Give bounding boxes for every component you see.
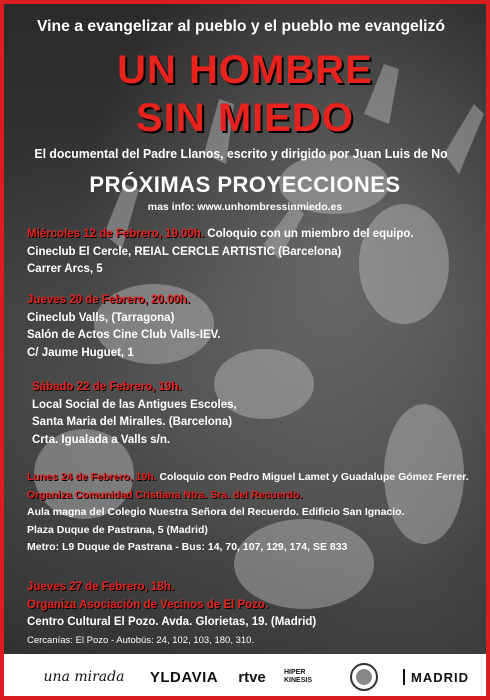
event-line: Centro Cultural El Pozo. Avda. Glorietas, 19. (Madrid) (27, 616, 317, 628)
una-mirada-logo: una mirada (43, 669, 125, 685)
kinesis-text: KINESIS (284, 677, 313, 684)
event-organizer: Organiza Asociación de Vecinos de El Pozo. (27, 598, 269, 611)
event-line: Plaza Duque de Pastrana, 5 (Madrid) (27, 523, 208, 536)
event-note: Coloquio con un miembro del equipo. (204, 228, 414, 240)
event-date: Jueves 27 de Febrero, 18h. (27, 581, 175, 593)
event-line: Cineclub Valls, (Tarragona) (27, 311, 175, 324)
madrid-text: MADRID (411, 669, 469, 685)
info-link[interactable]: mas info: www.unhombressinmiedo.es (147, 201, 343, 213)
event-line: Cineclub El Cercle, REIAL CERCLE ARTISTIC (Barcelona) (27, 245, 342, 258)
event-2 (27, 292, 220, 362)
event-line: Salón de Actos Cine Club Valls-IEV. (27, 329, 221, 341)
event-line: Metro: L9 Duque de Pastrana - Bus: 14, 70, 107, 129, 174, SE 833 (27, 541, 348, 553)
subtitle: El documental del Padre Llanos, escrito y dirigido por Juan Luis de No (34, 147, 448, 161)
event-line: Local Social de las Antigues Escoles, (32, 398, 237, 411)
title-line-2: SIN MIEDO (136, 96, 354, 140)
event-line: Crta. Igualada a Valls s/n. (32, 433, 171, 446)
event-line: Carrer Arcs, 5 (27, 263, 103, 275)
rtve-logo: rtve (238, 668, 266, 686)
hiper-text: HIPER (284, 669, 306, 676)
hiperkinesis-logo (284, 654, 334, 700)
title-line-1: UN HOMBRE (117, 48, 373, 92)
event-1 (27, 226, 414, 279)
sponsor-logos-bar (4, 654, 486, 700)
yldavia-logo: YLDAVIA (149, 668, 219, 686)
event-date: Sábado 22 de Febrero, 19h. (32, 381, 182, 393)
event-note: Coloquio con Pedro Miguel Lamet y Guadalupe Gómez Ferrer. (156, 471, 469, 483)
event-line: Santa Maria del Miralles. (Barcelona) (32, 416, 233, 428)
madrid-logo (394, 654, 478, 700)
event-date: Lunes 24 de Febrero, 19h. (27, 471, 157, 483)
event-3 (32, 379, 237, 449)
event-line: C/ Jaume Huguet, 1 (27, 346, 134, 359)
section-heading: PRÓXIMAS PROYECCIONES (89, 172, 401, 197)
event-line: Cercanías: El Pozo - Autobús: 24, 102, 103, 180, 310. (27, 634, 255, 646)
event-date: Jueves 20 de Febrero, 20.00h. (27, 294, 191, 306)
seal-icon (344, 654, 384, 700)
tagline: Vine a evangelizar al pueblo y el pueblo me evangelizó (36, 18, 446, 35)
event-line: Aula magna del Colegio Nuestra Señora del Recuerdo. Edificio San Ignacio. (27, 506, 405, 518)
event-organizer: Organiza Comunidad Cristiana Ntra. Sra. del Recuerdo. (27, 488, 303, 501)
event-date: Miércoles 12 de Febrero, 19.00h. (27, 228, 205, 240)
event-4 (27, 469, 469, 557)
event-5 (27, 579, 316, 649)
